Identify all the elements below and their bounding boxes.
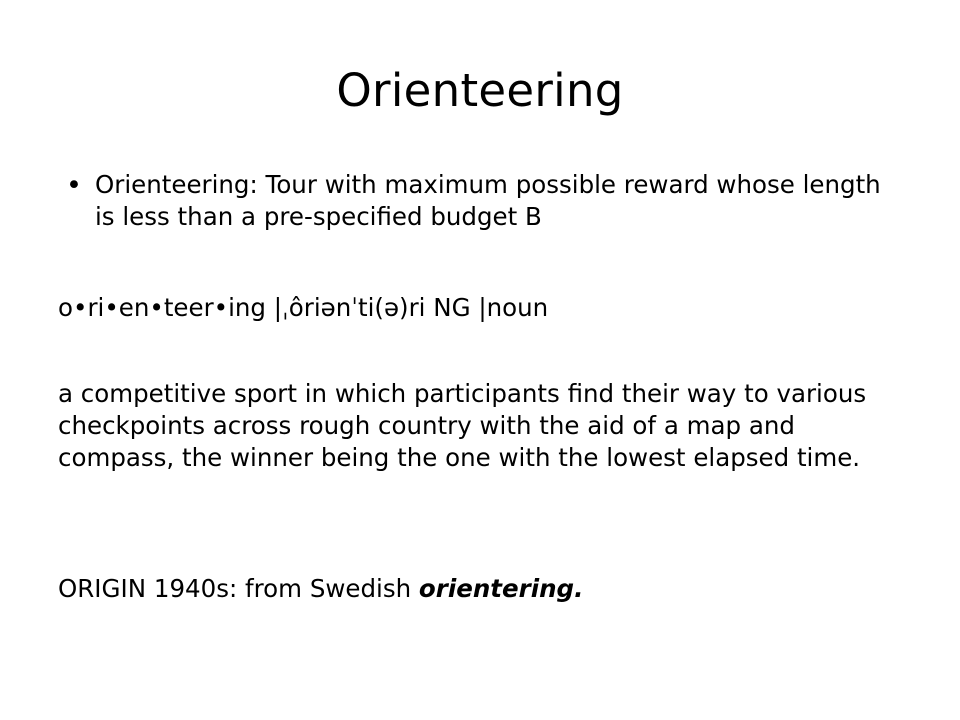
bullet-text: Orienteering: Tour with maximum possible reward whose length is less than a pre-specified budget B	[95, 170, 881, 231]
origin-line	[58, 573, 910, 605]
origin-word: orientering.	[418, 574, 584, 603]
bullet-marker: •	[66, 170, 82, 201]
definition-paragraph: a competitive sport in which participants find their way to various checkpoints across rough country with the aid of a map and compass, the winner being the one with the lowest elapsed time.	[58, 379, 867, 472]
pronunciation-line: o•ri•en•teer•ing |ˌôriənˈti(ə)ri NG |noun	[58, 293, 549, 322]
slide-title: Orienteering	[336, 64, 624, 117]
origin-prefix: ORIGIN 1940s: from Swedish	[58, 574, 419, 603]
